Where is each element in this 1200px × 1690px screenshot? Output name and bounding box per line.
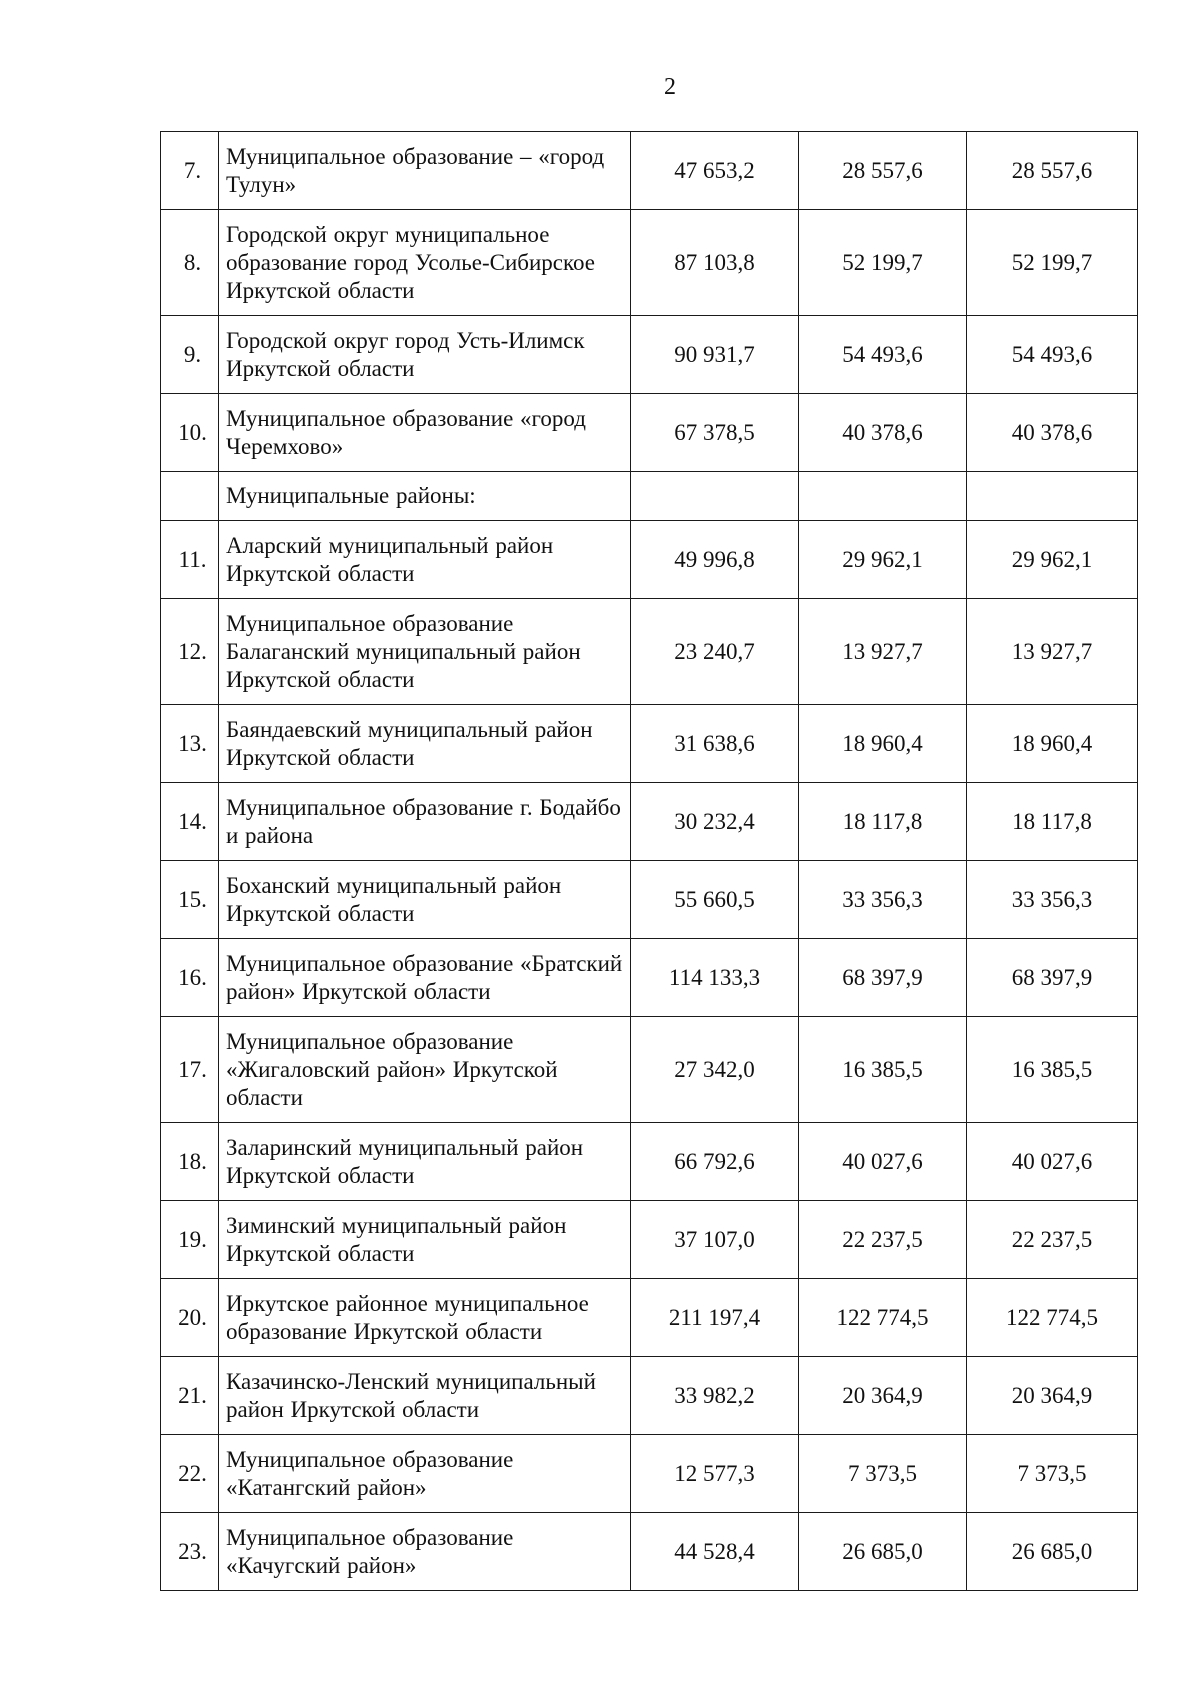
value-cell-1: 211 197,4 bbox=[631, 1279, 799, 1357]
table-row bbox=[161, 939, 1138, 1017]
value-cell-1: 44 528,4 bbox=[631, 1513, 799, 1591]
table-row bbox=[161, 521, 1138, 599]
table-row bbox=[161, 861, 1138, 939]
table-row bbox=[161, 394, 1138, 472]
municipality-name: Муниципальное образование «город Черемхово» bbox=[219, 394, 631, 472]
table-row bbox=[161, 1279, 1138, 1357]
value-cell-2: 7 373,5 bbox=[799, 1435, 967, 1513]
value-cell-1: 87 103,8 bbox=[631, 210, 799, 316]
value-cell-2: 68 397,9 bbox=[799, 939, 967, 1017]
municipality-name: Муниципальное образование г. Бодайбо и района bbox=[219, 783, 631, 861]
municipality-name: Муниципальное образование – «город Тулун» bbox=[219, 132, 631, 210]
table-row bbox=[161, 316, 1138, 394]
row-number: 10. bbox=[161, 394, 219, 472]
section-number-cell bbox=[161, 472, 219, 521]
value-cell-3: 68 397,9 bbox=[967, 939, 1138, 1017]
value-cell-1: 37 107,0 bbox=[631, 1201, 799, 1279]
municipality-name: Боханский муниципальный район Иркутской области bbox=[219, 861, 631, 939]
table-row bbox=[161, 1123, 1138, 1201]
value-cell-1: 55 660,5 bbox=[631, 861, 799, 939]
value-cell-2: 20 364,9 bbox=[799, 1357, 967, 1435]
page-number: 2 bbox=[664, 74, 676, 100]
row-number: 8. bbox=[161, 210, 219, 316]
value-cell-3: 7 373,5 bbox=[967, 1435, 1138, 1513]
value-cell-1: 31 638,6 bbox=[631, 705, 799, 783]
row-number: 9. bbox=[161, 316, 219, 394]
value-cell-3: 52 199,7 bbox=[967, 210, 1138, 316]
row-number: 20. bbox=[161, 1279, 219, 1357]
value-cell-2: 28 557,6 bbox=[799, 132, 967, 210]
value-cell-3: 18 117,8 bbox=[967, 783, 1138, 861]
value-cell-3: 18 960,4 bbox=[967, 705, 1138, 783]
value-cell-1: 114 133,3 bbox=[631, 939, 799, 1017]
row-number: 12. bbox=[161, 599, 219, 705]
row-number: 19. bbox=[161, 1201, 219, 1279]
value-cell-3: 33 356,3 bbox=[967, 861, 1138, 939]
row-number: 15. bbox=[161, 861, 219, 939]
row-number: 16. bbox=[161, 939, 219, 1017]
value-cell-2: 29 962,1 bbox=[799, 521, 967, 599]
value-cell-3: 29 962,1 bbox=[967, 521, 1138, 599]
value-cell-1: 23 240,7 bbox=[631, 599, 799, 705]
value-cell-3: 26 685,0 bbox=[967, 1513, 1138, 1591]
value-cell-2: 122 774,5 bbox=[799, 1279, 967, 1357]
section-label: Муниципальные районы: bbox=[219, 472, 631, 521]
value-cell-2: 40 378,6 bbox=[799, 394, 967, 472]
section-row bbox=[161, 472, 1138, 521]
table-row bbox=[161, 783, 1138, 861]
table-row bbox=[161, 1435, 1138, 1513]
value-cell-2: 40 027,6 bbox=[799, 1123, 967, 1201]
municipality-name: Заларинский муниципальный район Иркутской области bbox=[219, 1123, 631, 1201]
value-cell-3: 40 378,6 bbox=[967, 394, 1138, 472]
value-cell-1: 30 232,4 bbox=[631, 783, 799, 861]
row-number: 18. bbox=[161, 1123, 219, 1201]
row-number: 23. bbox=[161, 1513, 219, 1591]
value-cell-3: 13 927,7 bbox=[967, 599, 1138, 705]
municipality-name: Муниципальное образование «Жигаловский район» Иркутской области bbox=[219, 1017, 631, 1123]
municipality-name: Иркутское районное муниципальное образование Иркутской области bbox=[219, 1279, 631, 1357]
municipality-name: Зиминский муниципальный район Иркутской области bbox=[219, 1201, 631, 1279]
value-cell-1: 27 342,0 bbox=[631, 1017, 799, 1123]
value-cell-3: 28 557,6 bbox=[967, 132, 1138, 210]
value-cell-2: 18 960,4 bbox=[799, 705, 967, 783]
row-number: 21. bbox=[161, 1357, 219, 1435]
allocation-table bbox=[160, 131, 1138, 1591]
value-cell-1: 67 378,5 bbox=[631, 394, 799, 472]
section-empty-cell bbox=[799, 472, 967, 521]
row-number: 17. bbox=[161, 1017, 219, 1123]
value-cell-1: 33 982,2 bbox=[631, 1357, 799, 1435]
value-cell-3: 22 237,5 bbox=[967, 1201, 1138, 1279]
value-cell-3: 122 774,5 bbox=[967, 1279, 1138, 1357]
value-cell-3: 40 027,6 bbox=[967, 1123, 1138, 1201]
row-number: 7. bbox=[161, 132, 219, 210]
value-cell-1: 47 653,2 bbox=[631, 132, 799, 210]
value-cell-2: 33 356,3 bbox=[799, 861, 967, 939]
municipality-name: Аларский муниципальный район Иркутской области bbox=[219, 521, 631, 599]
value-cell-1: 90 931,7 bbox=[631, 316, 799, 394]
row-number: 11. bbox=[161, 521, 219, 599]
value-cell-1: 66 792,6 bbox=[631, 1123, 799, 1201]
value-cell-2: 52 199,7 bbox=[799, 210, 967, 316]
row-number: 22. bbox=[161, 1435, 219, 1513]
row-number: 14. bbox=[161, 783, 219, 861]
value-cell-3: 54 493,6 bbox=[967, 316, 1138, 394]
municipality-name: Городской округ муниципальное образование город Усолье-Сибирское Иркутской области bbox=[219, 210, 631, 316]
municipality-name: Муниципальное образование «Качугский район» bbox=[219, 1513, 631, 1591]
value-cell-1: 12 577,3 bbox=[631, 1435, 799, 1513]
table-row bbox=[161, 599, 1138, 705]
value-cell-3: 20 364,9 bbox=[967, 1357, 1138, 1435]
municipality-name: Муниципальное образование Балаганский муниципальный район Иркутской области bbox=[219, 599, 631, 705]
municipality-name: Казачинско-Ленский муниципальный район Иркутской области bbox=[219, 1357, 631, 1435]
municipality-name: Муниципальное образование «Катангский район» bbox=[219, 1435, 631, 1513]
table-row bbox=[161, 1513, 1138, 1591]
value-cell-1: 49 996,8 bbox=[631, 521, 799, 599]
municipality-name: Муниципальное образование «Братский район» Иркутской области bbox=[219, 939, 631, 1017]
table-row bbox=[161, 1017, 1138, 1123]
table-row bbox=[161, 1201, 1138, 1279]
value-cell-2: 26 685,0 bbox=[799, 1513, 967, 1591]
value-cell-3: 16 385,5 bbox=[967, 1017, 1138, 1123]
value-cell-2: 13 927,7 bbox=[799, 599, 967, 705]
value-cell-2: 16 385,5 bbox=[799, 1017, 967, 1123]
section-empty-cell bbox=[967, 472, 1138, 521]
value-cell-2: 54 493,6 bbox=[799, 316, 967, 394]
municipality-name: Баяндаевский муниципальный район Иркутской области bbox=[219, 705, 631, 783]
table-row bbox=[161, 132, 1138, 210]
section-empty-cell bbox=[631, 472, 799, 521]
municipality-name: Городской округ город Усть-Илимск Иркутской области bbox=[219, 316, 631, 394]
table-row bbox=[161, 1357, 1138, 1435]
table-row bbox=[161, 210, 1138, 316]
value-cell-2: 22 237,5 bbox=[799, 1201, 967, 1279]
row-number: 13. bbox=[161, 705, 219, 783]
table-row bbox=[161, 705, 1138, 783]
value-cell-2: 18 117,8 bbox=[799, 783, 967, 861]
